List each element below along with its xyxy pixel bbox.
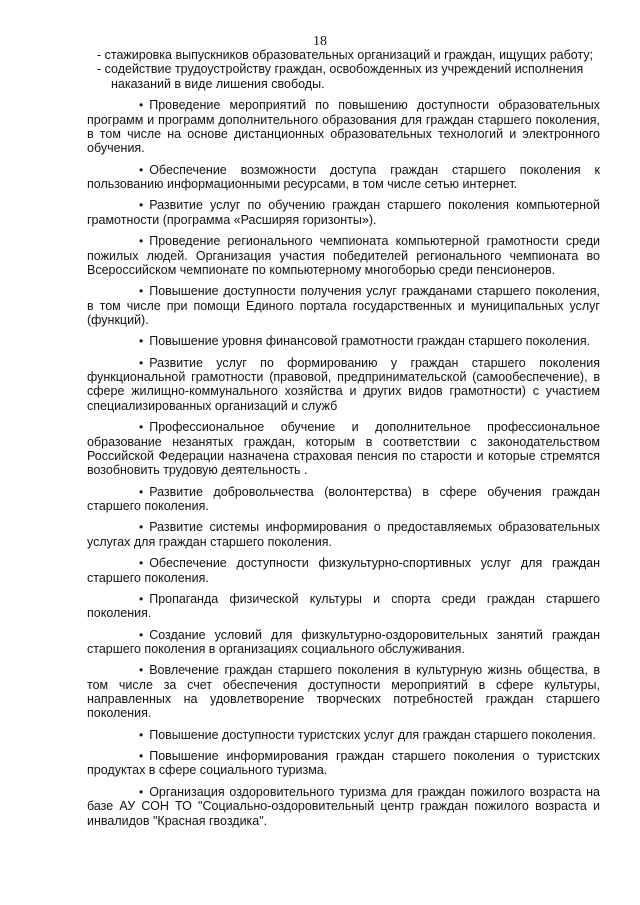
bullet-icon: •	[139, 162, 144, 177]
bullet-text: Повышение уровня финансовой грамотности граждан старшего поколения.	[149, 334, 591, 349]
bullet-icon: •	[139, 784, 144, 799]
bullet-icon: •	[139, 749, 144, 764]
bullet-icon: •	[139, 727, 144, 742]
bullet-text: Развитие системы информирования о предоставляемых образовательных услугах для граждан старшего поколения.	[87, 520, 600, 549]
bullet-text: Организация оздоровительного туризма для граждан пожилого возраста на базе АУ СОН ТО "Социально-оздоровительный центр граждан пожилого возраста и инвалидов "Красная гвоздика".	[87, 784, 600, 828]
document-body	[87, 48, 600, 828]
bullet-text: Развитие услуг по обучению граждан старшего поколения компьютерной грамотности (программа «Расширяя горизонты»).	[87, 198, 600, 227]
bullet-text: Повышение доступности туристских услуг для граждан старшего поколения.	[149, 727, 596, 742]
bullet-text: Развитие услуг по формированию у граждан старшего поколения функциональной грамотности (правовой, предпринимательской (самообеспечение), в сфере жилищно-коммунального хозяйства и других видов грамотности) с участием специализированных организаций и служб	[87, 355, 600, 413]
bullet-list-item	[87, 334, 600, 348]
bullet-list-item	[87, 198, 600, 227]
bullet-icon: •	[139, 484, 144, 499]
bullet-icon: •	[139, 556, 144, 571]
bullet-text: Повышение информирования граждан старшего поколения о туристских продуктах в сфере социального туризма.	[87, 749, 600, 778]
bullet-icon: •	[139, 234, 144, 249]
bullet-list-item	[87, 785, 600, 828]
bullet-text: Обеспечение доступности физкультурно-спортивных услуг для граждан старшего поколения.	[87, 556, 600, 585]
bullet-list-item	[87, 163, 600, 192]
bullet-icon: •	[139, 98, 144, 113]
bullet-icon: •	[139, 355, 144, 370]
bullet-list-item	[87, 98, 600, 156]
bullet-list-item	[87, 284, 600, 327]
bullet-list-item	[87, 663, 600, 721]
bullet-list-item	[87, 485, 600, 514]
bullet-list-item	[87, 592, 600, 621]
bullet-text: Обеспечение возможности доступа граждан старшего поколения к пользованию информационными ресурсами, в том числе сетью интернет.	[87, 162, 600, 192]
bullet-icon: •	[139, 663, 144, 678]
page-number: 18	[313, 34, 327, 49]
bullet-icon: •	[139, 591, 144, 606]
bullet-text: Пропаганда физической культуры и спорта среди граждан старшего поколения.	[87, 591, 600, 621]
bullet-text: Развитие добровольчества (волонтерства) в сфере обучения граждан старшего поколения.	[87, 484, 600, 514]
dash-list-item: - стажировка выпускников образовательных организаций и граждан, ищущих работу;	[97, 48, 594, 62]
bullet-text: Создание условий для физкультурно-оздоровительных занятий граждан старшего поколения в организациях социального обслуживания.	[87, 627, 600, 656]
bullet-text: Проведение мероприятий по повышению доступности образовательных программ и программ дополнительного образования для граждан старшего поколения, в том числе на основе дистанционных образовательных технологий и электронного обучения.	[87, 98, 600, 156]
bullet-list-item	[87, 728, 600, 742]
bullet-list-item	[87, 628, 600, 657]
bullet-list-item	[87, 556, 600, 585]
bullet-icon: •	[139, 420, 144, 435]
bullet-list-item	[87, 749, 600, 778]
bullet-text: Профессиональное обучение и дополнительное профессиональное образование незанятых граждан, которым в соответствии с законодательством Российской Федерации назначена страховая пенсия по старости и которые стремятся возобновить трудовую деятельность .	[87, 420, 600, 478]
bullet-list-item	[87, 520, 600, 549]
bullet-list-item	[87, 420, 600, 478]
bullet-icon: •	[139, 520, 144, 535]
bullet-icon: •	[139, 627, 144, 642]
dash-list-item: - содействие трудоустройству граждан, освобожденных из учреждений исполнения наказаний в виде лишения свободы.	[97, 62, 584, 91]
bullet-text: Вовлечение граждан старшего поколения в культурную жизнь общества, в том числе за счет обеспечения доступности мероприятий в сфере культуры, направленных на удовлетворение творческих потребностей граждан старшего поколения.	[87, 663, 600, 721]
bullet-icon: •	[139, 198, 144, 213]
bullet-icon: •	[139, 284, 144, 299]
bullet-list-item	[87, 356, 600, 414]
bullet-icon: •	[139, 334, 144, 349]
bullet-list-item	[87, 234, 600, 277]
bullet-text: Проведение регионального чемпионата компьютерной грамотности среди пожилых людей. Организация участия победителей регионального чемпионата во Всероссийском чемпионате по компьютерному многоборью среди пенсионеров.	[87, 234, 600, 277]
bullet-text: Повышение доступности получения услуг гражданами старшего поколения, в том числе при помощи Единого портала государственных и муниципальных услуг (функций).	[87, 284, 600, 328]
